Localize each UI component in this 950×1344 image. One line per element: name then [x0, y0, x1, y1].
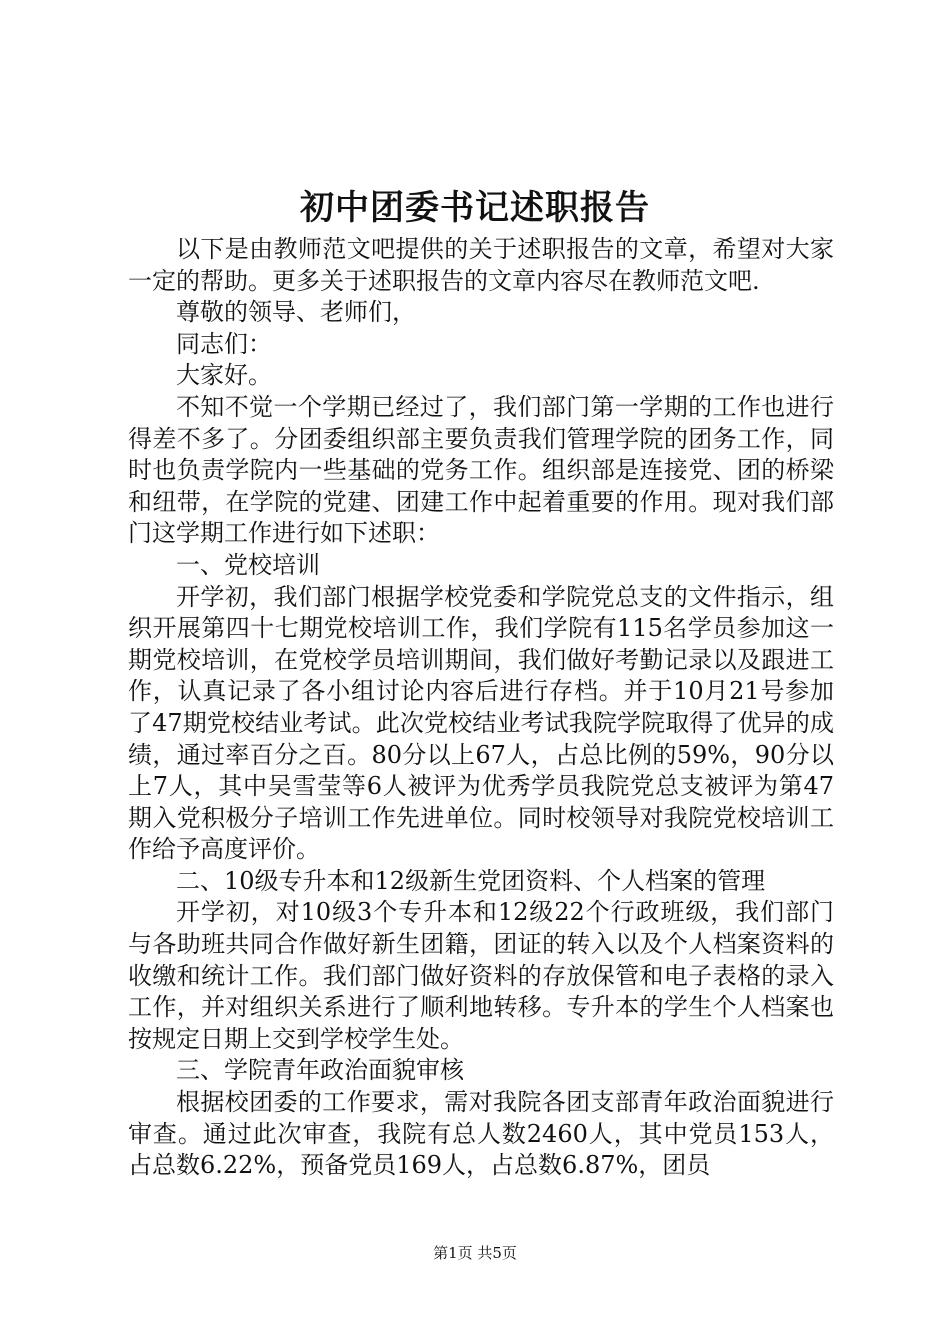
paragraph-section-1: 开学初，我们部门根据学校党委和学院党总支的文件指示，组织开展第四十七期党校培训工作，我们学院有115名学员参加这一期党校培训，在党校学员培训期间，我们做好考勤记录以及跟进工作，认真记录了各小组讨论内容后进行存档。并于10月21号参加了47期党校结业考试。此次党校结业考试我院学院取得了优异的成绩，通过率百分之百。80分以上67人，占总比例的59%，90分以上7人，其中吴雪莹等6人被评为优秀学员我院党总支被评为第47期入党积极分子培训工作先进单位。同时校领导对我院党校培训工作给予高度评价。	[128, 582, 834, 864]
page-footer: 第1页 共5页	[433, 1244, 517, 1262]
paragraph-intro: 以下是由教师范文吧提供的关于述职报告的文章，希望对大家一定的帮助。更多关于述职报告的文章内容尽在教师范文吧.	[128, 235, 834, 295]
document-body	[128, 234, 834, 1182]
paragraph-salutation-comrades: 同志们：	[176, 329, 272, 358]
section-heading-1: 一、党校培训	[176, 550, 320, 579]
section-heading-2: 二、10级专升本和12级新生党团资料、个人档案的管理	[176, 866, 766, 895]
document-title: 初中团委书记述职报告	[300, 188, 650, 228]
paragraph-salutation-leaders: 尊敬的领导、老师们，	[176, 298, 416, 327]
paragraph-opening: 不知不觉一个学期已经过了，我们部门第一学期的工作也进行得差不多了。分团委组织部主要负责我们管理学院的团务工作，同时也负责学院内一些基础的党务工作。组织部是连接党、团的桥梁和纽带，在学院的党建、团建工作中起着重要的作用。现对我们部门这学期工作进行如下述职：	[128, 392, 834, 548]
paragraph-greeting: 大家好。	[176, 361, 272, 390]
section-heading-3: 三、学院青年政治面貌审核	[176, 1056, 464, 1085]
paragraph-section-3: 根据校团委的工作要求，需对我院各团支部青年政治面貌进行审查。通过此次审查，我院有总人数2460人，其中党员153人，占总数6.22%，预备党员169人，占总数6.87%，团员	[128, 1088, 834, 1180]
paragraph-section-2: 开学初，对10级3个专升本和12级22个行政班级，我们部门与各助班共同合作做好新生团籍，团证的转入以及个人档案资料的收缴和统计工作。我们部门做好资料的存放保管和电子表格的录入工作，并对组织关系进行了顺利地转移。专升本的学生个人档案也按规定日期上交到学校学生处。	[128, 898, 834, 1053]
